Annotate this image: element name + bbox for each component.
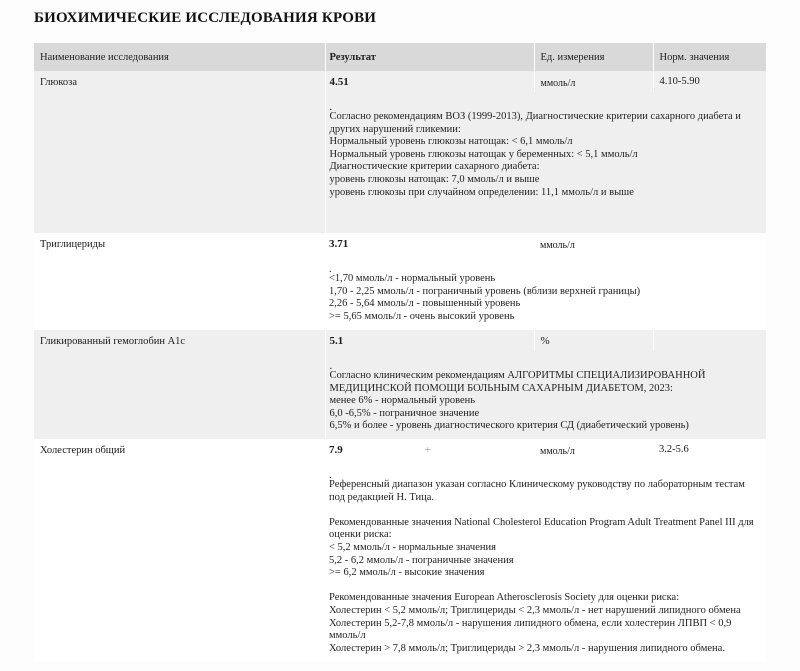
- table-row-hba1c-note: [34, 351, 766, 439]
- test-name: Триглицериды: [34, 233, 325, 254]
- test-name: Глюкоза: [34, 71, 325, 92]
- test-value: [325, 439, 534, 460]
- test-value: [325, 71, 534, 92]
- table-row-cholesterol-note: [34, 460, 766, 661]
- test-value: [325, 233, 534, 254]
- abnormal-flag: +: [424, 443, 431, 456]
- test-unit: ммоль/л: [534, 233, 653, 254]
- table-row-glucose: [34, 71, 766, 92]
- table-row-triglycerides-note: [34, 254, 766, 330]
- column-header-norm: Норм. значения: [653, 43, 766, 71]
- table-header-row: [34, 43, 766, 71]
- section-title: БИОХИМИЧЕСКИЕ ИССЛЕДОВАНИЯ КРОВИ: [34, 10, 377, 26]
- test-value-text: 3.71: [329, 238, 349, 250]
- test-note: . Согласно рекомендациям ВОЗ (1999-2013), Диагностические критерии сахарного диабета и других нарушений гликемии: Нормальный уровень глюкозы натощак: < 6,1 ммоль/л Нормальный уровень глюкозы натощак у беременных: < 5,1 ммоль/л Диагностические критерии сахарного диабета: уровень глюкозы натощак: 7,0 ммоль/л и выше уровень глюкозы при случайном определении: 11,1 ммоль/л и выше: [325, 92, 766, 233]
- table-row-cholesterol: [34, 439, 766, 460]
- column-header-unit: Ед. измерения: [534, 43, 653, 71]
- test-unit: ммоль/л: [534, 439, 653, 460]
- test-note: . Референсный диапазон указан согласно Клиническому руководству по лабораторным тестам под редакцией Н. Тица. Рекомендованные значения National Cholesterol Education Program Adult Treatment Panel III для оценки риска: < 5,2 ммоль/л - нормальные значения 5,2 - 6,2 ммоль/л - пограничные значения >= 6,2 ммоль/л - высокие значения Рекомендованные значения European Atherosclerosis Society для оценки риска: Холестерин < 5,2 ммоль/л; Триглицериды < 2,3 ммоль/л - нет нарушений липидного обмена Холестерин 5,2-7,8 ммоль/л - нарушения липидного обмена, если холестерин ЛПВП < 0,9 ммоль/л Холестерин > 7,8 ммоль/л; Триглицериды > 2,3 ммоль/л - нарушения липидного обмена.: [325, 460, 766, 661]
- test-name: Гликированный гемоглобин A1c: [34, 330, 325, 351]
- test-name: Холестерин общий: [34, 439, 325, 460]
- test-norm: 4.10-5.90: [653, 71, 766, 92]
- test-note: . <1,70 ммоль/л - нормальный уровень 1,70 - 2,25 ммоль/л - пограничный уровень (вблизи верхней границы) 2,26 - 5,64 ммоль/л - повышенный уровень >= 5,65 ммоль/л - очень высокий уровень: [325, 254, 766, 330]
- test-norm: [653, 330, 766, 351]
- test-note: . Согласно клиническим рекомендациям АЛГОРИТМЫ СПЕЦИАЛИЗИРОВАННОЙ МЕДИЦИНСКОЙ ПОМОЩИ БОЛЬНЫМ САХАРНЫМ ДИАБЕТОМ, 2023: менее 6% - нормальный уровень 6,0 -6,5% - пограничное значение 6,5% и более - уровень диагностического критерия СД (диабетический уровень): [325, 351, 766, 439]
- test-unit: ммоль/л: [534, 71, 653, 92]
- column-header-result: Результат: [325, 43, 534, 71]
- test-value-text: 7.9: [329, 443, 343, 456]
- test-value-text: 4.51: [329, 76, 349, 88]
- results-table: [34, 43, 767, 661]
- table-row-triglycerides: [34, 233, 766, 254]
- table-row-hba1c: [34, 330, 766, 351]
- test-value: [325, 330, 534, 351]
- test-norm: 3.2-5.6: [653, 439, 766, 460]
- table-row-glucose-note: [34, 92, 766, 233]
- column-header-name: Наименование исследования: [34, 43, 325, 71]
- test-norm: [653, 233, 766, 254]
- test-value-text: 5.1: [329, 335, 344, 347]
- test-unit: %: [534, 330, 653, 351]
